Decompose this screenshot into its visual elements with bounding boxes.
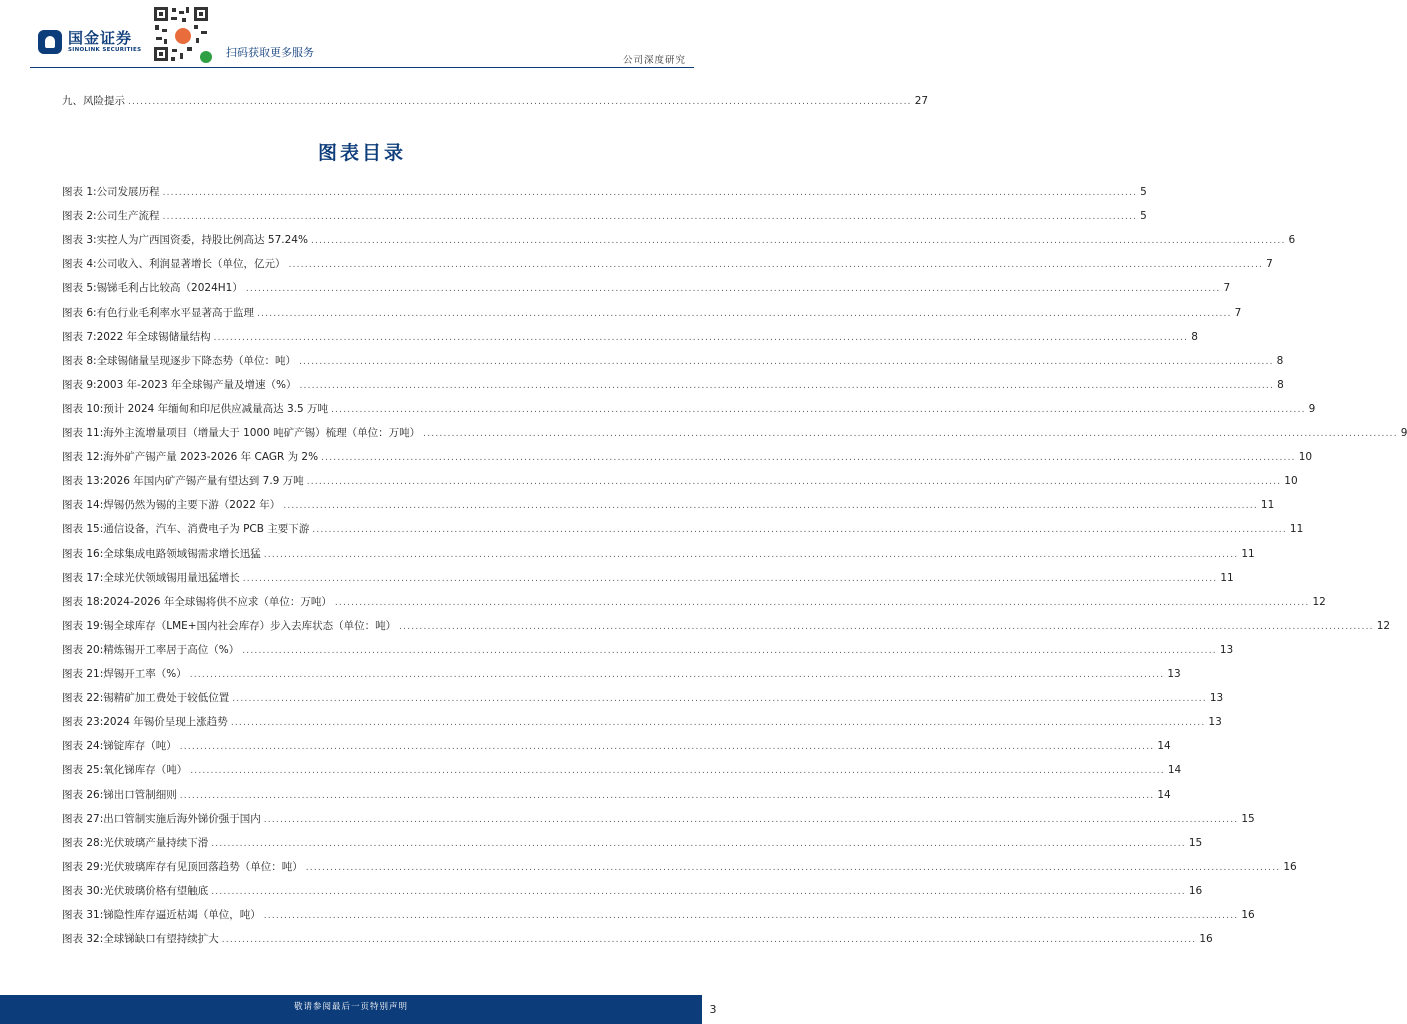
figure-number: 图表 11:: [62, 427, 104, 439]
logo-english-name: SINOLINK SECURITIES: [68, 47, 142, 53]
figure-entry[interactable]: [62, 571, 1234, 586]
figure-page: 10: [1284, 475, 1298, 487]
figure-page: 9: [1400, 427, 1407, 439]
figure-title: 预计 2024 年缅甸和印尼供应减量高达 3.5 万吨: [103, 403, 329, 415]
figure-entry[interactable]: [62, 763, 1182, 778]
qr-caption: 扫码获取更多服务: [226, 46, 314, 59]
figure-title: 光伏玻璃产量持续下滑: [103, 837, 209, 849]
figure-page: 7: [1223, 282, 1231, 294]
figure-entry[interactable]: [62, 185, 1147, 200]
figure-page: 8: [1276, 355, 1284, 367]
toc-leader-dots: ................................................................................................................................................................................................................................................: [230, 718, 1206, 728]
figure-entry[interactable]: [62, 474, 1298, 489]
figure-page: 6: [1288, 234, 1296, 246]
figure-entry[interactable]: [62, 739, 1171, 754]
figure-page: 5: [1140, 186, 1147, 198]
figure-entry[interactable]: [62, 691, 1224, 706]
figure-title: 锡精矿加工费处于较低位置: [103, 692, 230, 704]
figure-page: 9: [1308, 403, 1316, 415]
figure-title: 2024 年锡价呈现上涨趋势: [103, 716, 228, 728]
toc-entry-label: 九、风险提示: [62, 95, 125, 107]
figure-number: 图表 30:: [62, 885, 104, 897]
qr-code-icon[interactable]: [152, 5, 210, 63]
figure-number: 图表 24:: [62, 740, 104, 752]
figure-number: 图表 28:: [62, 837, 104, 849]
figure-number: 图表 17:: [62, 572, 104, 584]
toc-leader-dots: ................................................................................................................................................................................................................................................: [242, 646, 1217, 656]
header-divider: [30, 67, 694, 68]
figure-page: 5: [1140, 210, 1147, 222]
toc-leader-dots: ................................................................................................................................................................................................................................................: [211, 887, 1186, 897]
figure-entry[interactable]: [62, 595, 1326, 610]
figure-title: 全球集成电路领域锡需求增长迅猛: [103, 548, 261, 560]
figure-entry[interactable]: [62, 860, 1297, 875]
figure-entry[interactable]: [62, 306, 1242, 321]
figure-entry[interactable]: [62, 281, 1231, 296]
toc-leader-dots: ................................................................................................................................................................................................................................................: [263, 550, 1239, 560]
toc-leader-dots: ................................................................................................................................................................................................................................................: [305, 863, 1281, 873]
figure-page: 15: [1241, 813, 1255, 825]
wechat-badge-icon: [200, 51, 212, 63]
toc-leader-dots: ................................................................................................................................................................................................................................................: [221, 935, 1197, 945]
figure-number: 图表 7:: [62, 331, 97, 343]
toc-leader-dots: ................................................................................................................................................................................................................................................: [179, 791, 1155, 801]
figure-entry[interactable]: [62, 788, 1171, 803]
footer-disclaimer: 敬请参阅最后一页特别声明: [293, 1002, 408, 1012]
figure-title: 通信设备，汽车、消费电子为 PCB 主要下游: [103, 523, 310, 535]
document-type-label: 公司深度研究: [622, 55, 686, 66]
logo-chinese-name: 国金证券: [68, 29, 133, 47]
toc-leader-dots: ................................................................................................................................................................................................................................................: [399, 622, 1374, 632]
figure-entry[interactable]: [62, 836, 1203, 851]
figure-page: 15: [1188, 837, 1203, 849]
figure-entry[interactable]: [62, 426, 1407, 441]
toc-leader-dots: ................................................................................................................................................................................................................................................: [263, 911, 1239, 921]
toc-entry-page: 27: [914, 95, 929, 107]
figure-page: 11: [1220, 572, 1234, 584]
toc-leader-dots: ................................................................................................................................................................................................................................................: [299, 381, 1275, 391]
figure-title: 2026 年国内矿产锡产量有望达到 7.9 万吨: [103, 475, 304, 487]
figure-title: 2024-2026 年全球锡将供不应求（单位：万吨）: [103, 596, 332, 608]
figure-entry[interactable]: [62, 233, 1296, 248]
figure-page: 16: [1241, 909, 1255, 921]
figure-entry[interactable]: [62, 643, 1234, 658]
figure-entry[interactable]: [62, 257, 1273, 272]
figure-number: 图表 4:: [62, 258, 97, 270]
figure-page: 11: [1289, 523, 1304, 535]
figure-entry[interactable]: [62, 498, 1275, 513]
figure-number: 图表 8:: [62, 355, 97, 367]
figure-title: 锡全球库存（LME+国内社会库存）步入去库状态（单位：吨）: [103, 620, 397, 632]
figure-page: 14: [1157, 740, 1171, 752]
toc-leader-dots: ................................................................................................................................................................................................................................................: [245, 284, 1221, 294]
figure-entry[interactable]: [62, 209, 1147, 224]
figure-number: 图表 13:: [62, 475, 104, 487]
figure-number: 图表 16:: [62, 548, 104, 560]
figure-title: 实控人为广西国资委，持股比例高达 57.24%: [96, 234, 308, 246]
figure-entry[interactable]: [62, 450, 1313, 465]
figure-page: 8: [1191, 331, 1198, 343]
figure-page: 11: [1241, 548, 1255, 560]
toc-leader-dots: ................................................................................................................................................................................................................................................: [288, 260, 1264, 270]
toc-leader-dots: ................................................................................................................................................................................................................................................: [310, 236, 1286, 246]
figure-page: 12: [1312, 596, 1326, 608]
figure-entry[interactable]: [62, 932, 1213, 947]
figure-title: 公司收入、利润显著增长（单位，亿元）: [96, 258, 286, 270]
figure-title: 氧化锑库存（吨）: [103, 764, 188, 776]
figure-page: 8: [1277, 379, 1284, 391]
toc-entry-risk[interactable]: [62, 94, 929, 109]
toc-leader-dots: .................................................................................................................................................................................................: [128, 97, 912, 107]
figure-page: 13: [1167, 668, 1181, 680]
figure-title: 锑隐性库存逼近枯竭（单位，吨）: [103, 909, 261, 921]
figure-title: 焊锡仍然为锡的主要下游（2022 年）: [103, 499, 281, 511]
figure-title: 全球锡储量呈现逐步下降态势（单位：吨）: [96, 355, 297, 367]
toc-leader-dots: ................................................................................................................................................................................................................................................: [306, 477, 1282, 487]
figure-page: 13: [1208, 716, 1222, 728]
toc-leader-dots: ................................................................................................................................................................................................................................................: [299, 357, 1274, 367]
toc-leader-dots: ................................................................................................................................................................................................................................................: [162, 212, 1138, 222]
toc-leader-dots: ................................................................................................................................................................................................................................................: [423, 429, 1398, 439]
toc-leader-dots: ................................................................................................................................................................................................................................................: [331, 405, 1306, 415]
figure-page: 13: [1219, 644, 1234, 656]
toc-leader-dots: ................................................................................................................................................................................................................................................: [263, 815, 1239, 825]
figure-page: 11: [1260, 499, 1275, 511]
figure-number: 图表 32:: [62, 933, 104, 945]
figure-entry[interactable]: [62, 402, 1316, 417]
toc-leader-dots: ................................................................................................................................................................................................................................................: [213, 333, 1189, 343]
figure-number: 图表 29:: [62, 861, 104, 873]
toc-leader-dots: ................................................................................................................................................................................................................................................: [162, 188, 1138, 198]
toc-leader-dots: ................................................................................................................................................................................................................................................: [257, 309, 1232, 319]
page-header: [0, 0, 724, 68]
figure-title: 有色行业毛利率水平显著高于监理: [96, 307, 255, 319]
figure-number: 图表 6:: [62, 307, 97, 319]
logo-icon: [38, 30, 62, 54]
figure-number: 图表 31:: [62, 909, 104, 921]
toc-leader-dots: ................................................................................................................................................................................................................................................: [179, 742, 1155, 752]
toc-leader-dots: ................................................................................................................................................................................................................................................: [189, 670, 1165, 680]
figure-title: 公司生产流程: [96, 210, 160, 222]
figure-number: 图表 9:: [62, 379, 97, 391]
figure-number: 图表 2:: [62, 210, 97, 222]
company-logo: [38, 30, 141, 54]
figure-title: 海外矿产锡产量 2023-2026 年 CAGR 为 2%: [103, 451, 319, 463]
figure-title: 全球锑缺口有望持续扩大: [103, 933, 219, 945]
figure-number: 图表 18:: [62, 596, 104, 608]
figure-number: 图表 12:: [62, 451, 104, 463]
figure-page: 14: [1157, 789, 1171, 801]
figure-title: 焊锡开工率（%）: [103, 668, 187, 680]
figure-title: 全球光伏领域锡用量迅猛增长: [103, 572, 240, 584]
figure-page: 16: [1188, 885, 1203, 897]
figure-number: 图表 15:: [62, 523, 104, 535]
figure-title: 公司发展历程: [96, 186, 160, 198]
toc-leader-dots: ................................................................................................................................................................................................................................................: [242, 574, 1218, 584]
figure-number: 图表 22:: [62, 692, 104, 704]
figure-title: 光伏玻璃库存有见顶回落趋势（单位：吨）: [103, 861, 303, 873]
qr-center-logo-icon: [173, 26, 193, 46]
figure-page: 14: [1167, 764, 1182, 776]
figure-number: 图表 23:: [62, 716, 104, 728]
figure-entry[interactable]: [62, 547, 1255, 562]
figure-entry[interactable]: [62, 522, 1304, 537]
figure-number: 图表 1:: [62, 186, 97, 198]
figure-title: 锑出口管制细则: [103, 789, 177, 801]
figure-number: 图表 10:: [62, 403, 104, 415]
figure-number: 图表 14:: [62, 499, 104, 511]
figure-page: 7: [1266, 258, 1273, 270]
toc-leader-dots: ................................................................................................................................................................................................................................................: [232, 694, 1207, 704]
figure-entry[interactable]: [62, 354, 1284, 369]
toc-leader-dots: ................................................................................................................................................................................................................................................: [334, 598, 1310, 608]
figure-page: 16: [1283, 861, 1297, 873]
toc-leader-dots: ................................................................................................................................................................................................................................................: [190, 766, 1165, 776]
toc-leader-dots: ................................................................................................................................................................................................................................................: [211, 839, 1186, 849]
figure-number: 图表 5:: [62, 282, 97, 294]
figure-number: 图表 3:: [62, 234, 97, 246]
figure-title: 2022 年全球锡储量结构: [96, 331, 211, 343]
figure-page: 12: [1376, 620, 1391, 632]
figure-title: 锑锭库存（吨）: [103, 740, 177, 752]
figure-title: 出口管制实施后海外锑价强于国内: [103, 813, 261, 825]
figure-entry[interactable]: [62, 378, 1284, 393]
figure-number: 图表 20:: [62, 644, 104, 656]
figure-page: 13: [1209, 692, 1224, 704]
figure-entry[interactable]: [62, 667, 1181, 682]
figure-title: 2003 年-2023 年全球锡产量及增速（%）: [96, 379, 297, 391]
figure-page: 10: [1298, 451, 1313, 463]
figure-title: 海外主流增量项目（增量大于 1000 吨矿产锡）梳理（单位：万吨）: [103, 427, 421, 439]
figure-entry[interactable]: [62, 884, 1203, 899]
figure-entry[interactable]: [62, 330, 1198, 345]
figure-title: 光伏玻璃价格有望触底: [103, 885, 209, 897]
figure-page: 7: [1234, 307, 1242, 319]
figure-number: 图表 26:: [62, 789, 104, 801]
figure-entry[interactable]: [62, 908, 1255, 923]
figure-number: 图表 19:: [62, 620, 104, 632]
figure-number: 图表 21:: [62, 668, 104, 680]
figure-number: 图表 25:: [62, 764, 104, 776]
figure-index-title: 图表目录: [317, 142, 406, 164]
figure-title: 锡锑毛利占比较高（2024H1）: [96, 282, 243, 294]
page-number: 3: [709, 1003, 717, 1016]
figure-number: 图表 27:: [62, 813, 104, 825]
toc-leader-dots: ................................................................................................................................................................................................................................................: [283, 501, 1258, 511]
figure-entry[interactable]: [62, 812, 1255, 827]
figure-page: 16: [1199, 933, 1213, 945]
toc-leader-dots: ................................................................................................................................................................................................................................................: [321, 453, 1296, 463]
figure-entry[interactable]: [62, 619, 1391, 634]
toc-leader-dots: ................................................................................................................................................................................................................................................: [312, 525, 1287, 535]
figure-entry[interactable]: [62, 715, 1222, 730]
figure-title: 精炼锡开工率居于高位（%）: [103, 644, 240, 656]
